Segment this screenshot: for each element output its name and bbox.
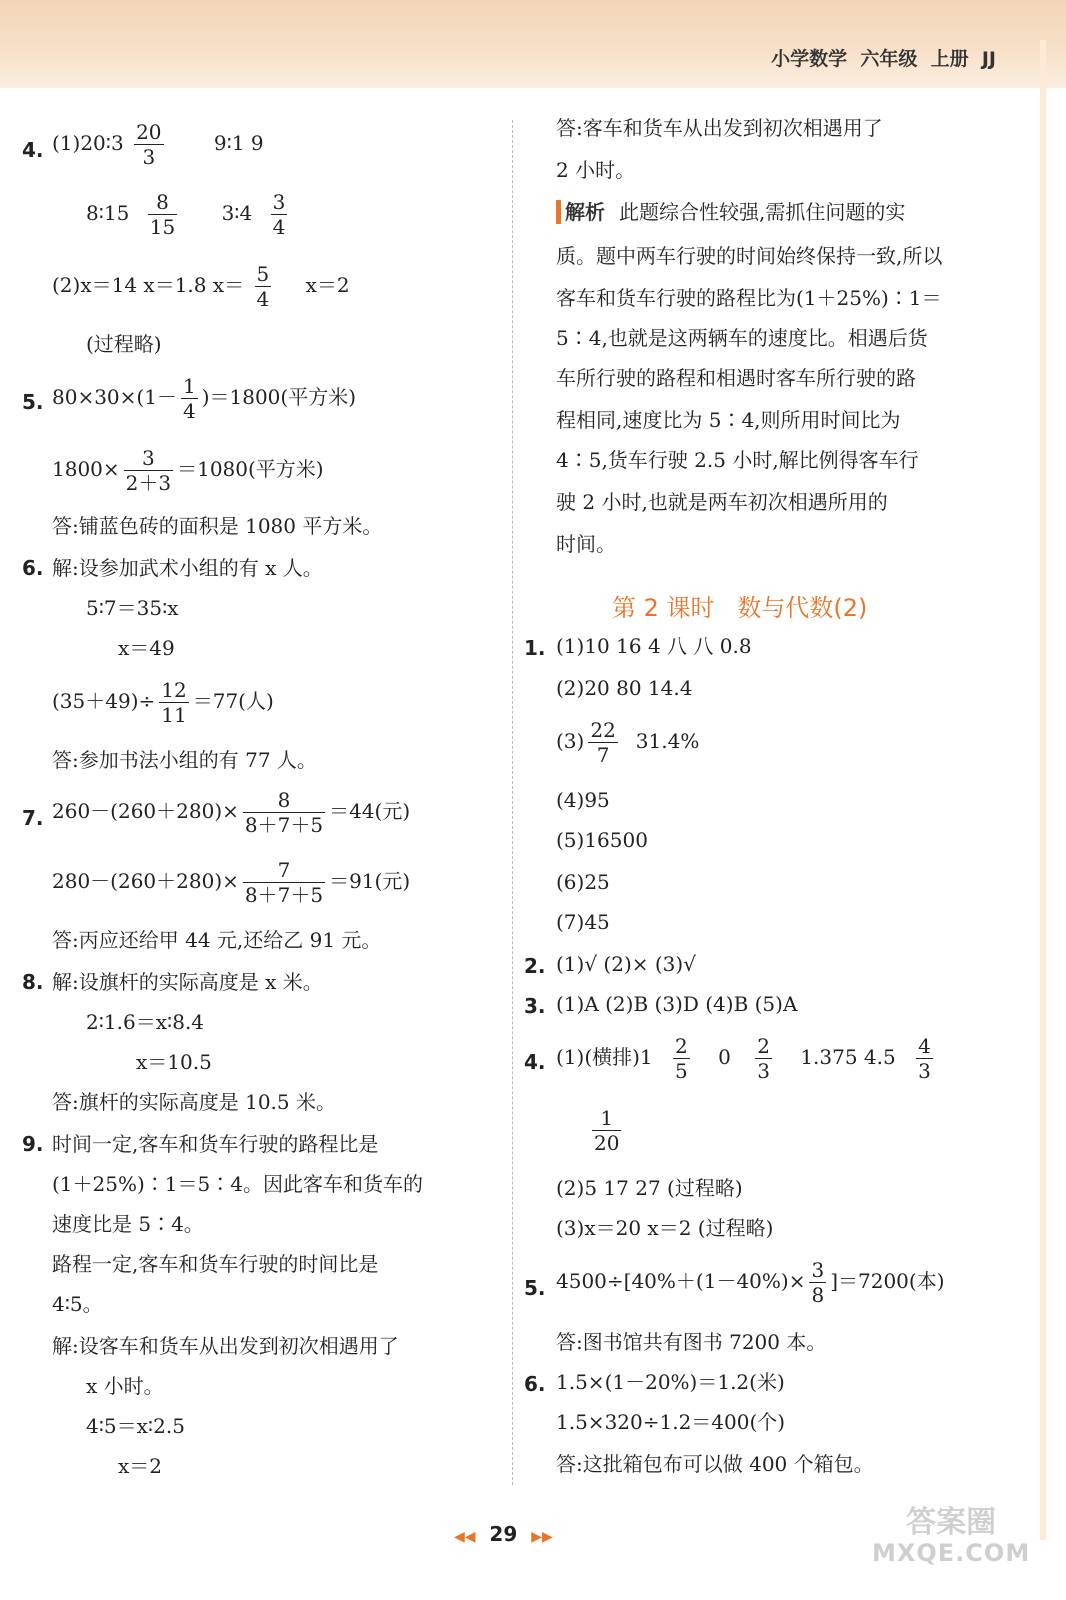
jiexi-line4: 5∶4,也就是这两辆车的速度比。相遇后货	[556, 326, 928, 350]
q5-line1: 80×30×(1－ $\frac{1}{4}$ )＝1800(平方米)	[52, 374, 356, 423]
question-number: 7.	[22, 806, 44, 830]
q9-line2: (1＋25%)∶1＝5∶4。因此客车和货车的	[52, 1172, 423, 1196]
jiexi-line1: 解析 此题综合性较强,需抓住问题的实	[556, 200, 905, 224]
question-number: 4.	[22, 138, 44, 162]
q5-line2: 1800× $\frac{3}{2+3}$ ＝1080(平方米)	[52, 446, 324, 495]
question-number: 5.	[22, 390, 44, 414]
fraction: $\frac{3}{2+3}$	[125, 446, 172, 495]
s5-line1: 4500÷[40%＋(1－40%)× $\frac{3}{8}$ ]＝7200(本)	[556, 1258, 945, 1307]
fraction: $\frac{8}{15}$	[149, 190, 176, 239]
watermark: 答案圈 MXQE.COM	[872, 1505, 1031, 1567]
s3-line: (1)A (2)B (3)D (4)B (5)A	[556, 992, 798, 1016]
fraction: $\frac{3}{8}$	[811, 1258, 825, 1307]
q7-answer: 答:丙应还给甲 44 元,还给乙 91 元。	[52, 928, 382, 952]
q4-line3: (2)x＝14 x＝1.8 x＝ $\frac{5}{4}$ x＝2	[52, 262, 350, 311]
fraction: $\frac{20}{3}$	[136, 120, 162, 169]
jiexi-line9: 时间。	[556, 532, 616, 556]
q6-line1: 解:设参加武术小组的有 x 人。	[52, 556, 323, 580]
s1-line7: (7)45	[556, 910, 610, 934]
q9-line5: 4∶5。	[52, 1292, 103, 1316]
fraction: $\frac{3}{4}$	[272, 190, 286, 239]
fraction: $\frac{7}{8+7+5}$	[244, 858, 324, 907]
q9-line8: 4∶5＝x∶2.5	[86, 1414, 185, 1438]
jiexi-line3: 客车和货车行驶的路程比为(1＋25%)∶1＝	[556, 286, 942, 310]
fraction: $\frac{2}{3}$	[757, 1034, 770, 1083]
question-number: 6.	[22, 556, 44, 580]
question-number: 1.	[524, 636, 546, 660]
book-info: 小学数学 六年级 上册 JJ	[771, 48, 996, 70]
page-number: 29	[489, 1522, 518, 1546]
prev-arrows-icon: ◀◀	[453, 1529, 476, 1545]
fraction: $\frac{2}{5}$	[675, 1034, 688, 1083]
jiexi-line6: 程相同,速度比为 5∶4,则所用时间比为	[556, 408, 901, 432]
fraction: $\frac{8}{8+7+5}$	[244, 788, 324, 837]
q5-answer: 答:铺蓝色砖的面积是 1080 平方米。	[52, 514, 383, 538]
q6-answer: 答:参加书法小组的有 77 人。	[52, 748, 317, 772]
jiexi-line7: 4∶5,货车行驶 2.5 小时,解比例得客车行	[556, 448, 919, 472]
next-arrows-icon: ▶▶	[531, 1529, 553, 1545]
s6-line1: 1.5×(1－20%)＝1.2(米)	[556, 1370, 785, 1394]
s6-line2: 1.5×320÷1.2＝400(个)	[556, 1410, 786, 1434]
s4-line4: (3)x＝20 x＝2 (过程略)	[556, 1216, 774, 1240]
s6-answer: 答:这批箱包布可以做 400 个箱包。	[556, 1452, 874, 1476]
fraction: $\frac{4}{3}$	[918, 1034, 931, 1083]
s1-line2: (2)20 80 14.4	[556, 676, 693, 700]
q4-line2: 8∶15 $\frac{8}{15}$ 3∶4 $\frac{3}{4}$	[86, 190, 286, 239]
q6-line4: (35＋49)÷ $\frac{12}{11}$ ＝77(人)	[52, 678, 274, 727]
q9-line3: 速度比是 5∶4。	[52, 1212, 204, 1236]
r-answer-line1: 答:客车和货车从出发到初次相遇用了	[556, 116, 883, 140]
q9-line7: x 小时。	[86, 1374, 164, 1398]
fraction: $\frac{12}{11}$	[161, 678, 187, 727]
question-number: 3.	[524, 994, 546, 1018]
q7-line1: 260－(260＋280)× $\frac{8}{8+7+5}$ ＝44(元)	[52, 788, 411, 837]
fraction: $\frac{1}{4}$	[182, 374, 196, 423]
q9-line4: 路程一定,客车和货车行驶的时间比是	[52, 1252, 379, 1276]
q9-line1: 时间一定,客车和货车行驶的路程比是	[52, 1132, 379, 1156]
page-footer	[440, 1498, 553, 1546]
s4-line3: (2)5 17 27 (过程略)	[556, 1176, 743, 1200]
question-number: 8.	[22, 970, 44, 994]
question-number: 2.	[524, 954, 546, 978]
s1-line6: (6)25	[556, 870, 610, 894]
fraction: $\frac{1}{20}$	[594, 1106, 620, 1155]
q6-line3: x＝49	[118, 636, 175, 660]
s1-line4: (4)95	[556, 788, 610, 812]
s1-line5: (5)16500	[556, 828, 648, 852]
s4-line1: (1)(横排)1 $\frac{2}{5}$ 0 $\frac{2}{3}$ 1.375 4.5 $\frac{4}{3}$	[556, 1034, 931, 1083]
q6-line2: 5∶7＝35∶x	[86, 596, 179, 620]
question-number: 4.	[524, 1050, 546, 1074]
s2-line: (1)√ (2)× (3)√	[556, 952, 696, 976]
q9-line9: x＝2	[118, 1454, 163, 1478]
q8-line2: 2∶1.6＝x∶8.4	[86, 1010, 205, 1034]
section-heading: 第 2 课时 数与代数(2)	[612, 594, 868, 622]
s1-line3: (3) $\frac{22}{7}$ 31.4%	[556, 718, 700, 767]
analysis-label: 解析	[556, 200, 605, 224]
column-divider	[512, 120, 513, 1485]
r-answer-line2: 2 小时。	[556, 158, 636, 182]
jiexi-line2: 质。题中两车行驶的时间始终保持一致,所以	[556, 244, 943, 268]
s4-line2	[588, 1106, 625, 1155]
q8-line3: x＝10.5	[136, 1050, 212, 1074]
q8-answer: 答:旗杆的实际高度是 10.5 米。	[52, 1090, 336, 1114]
fraction: $\frac{5}{4}$	[256, 262, 270, 311]
s1-line1: (1)10 16 4 八 八 0.8	[556, 634, 752, 658]
jiexi-line5: 车所行驶的路程和相遇时客车所行驶的路	[556, 366, 916, 390]
fraction: $\frac{22}{7}$	[590, 718, 616, 767]
q7-line2: 280－(260＋280)× $\frac{7}{8+7+5}$ ＝91(元)	[52, 858, 411, 907]
question-number: 5.	[524, 1276, 546, 1300]
question-number: 6.	[524, 1372, 546, 1396]
q4-note: (过程略)	[86, 332, 162, 356]
q4-line1: (1)20∶3 $\frac{20}{3}$ 9∶1 9	[52, 120, 264, 169]
page-edge-strip	[1040, 40, 1046, 1540]
question-number: 9.	[22, 1132, 44, 1156]
q8-line1: 解:设旗杆的实际高度是 x 米。	[52, 970, 323, 994]
q9-line6: 解:设客车和货车从出发到初次相遇用了	[52, 1334, 399, 1358]
s5-answer: 答:图书馆共有图书 7200 本。	[556, 1330, 827, 1354]
jiexi-line8: 驶 2 小时,也就是两车初次相遇所用的	[556, 490, 888, 514]
